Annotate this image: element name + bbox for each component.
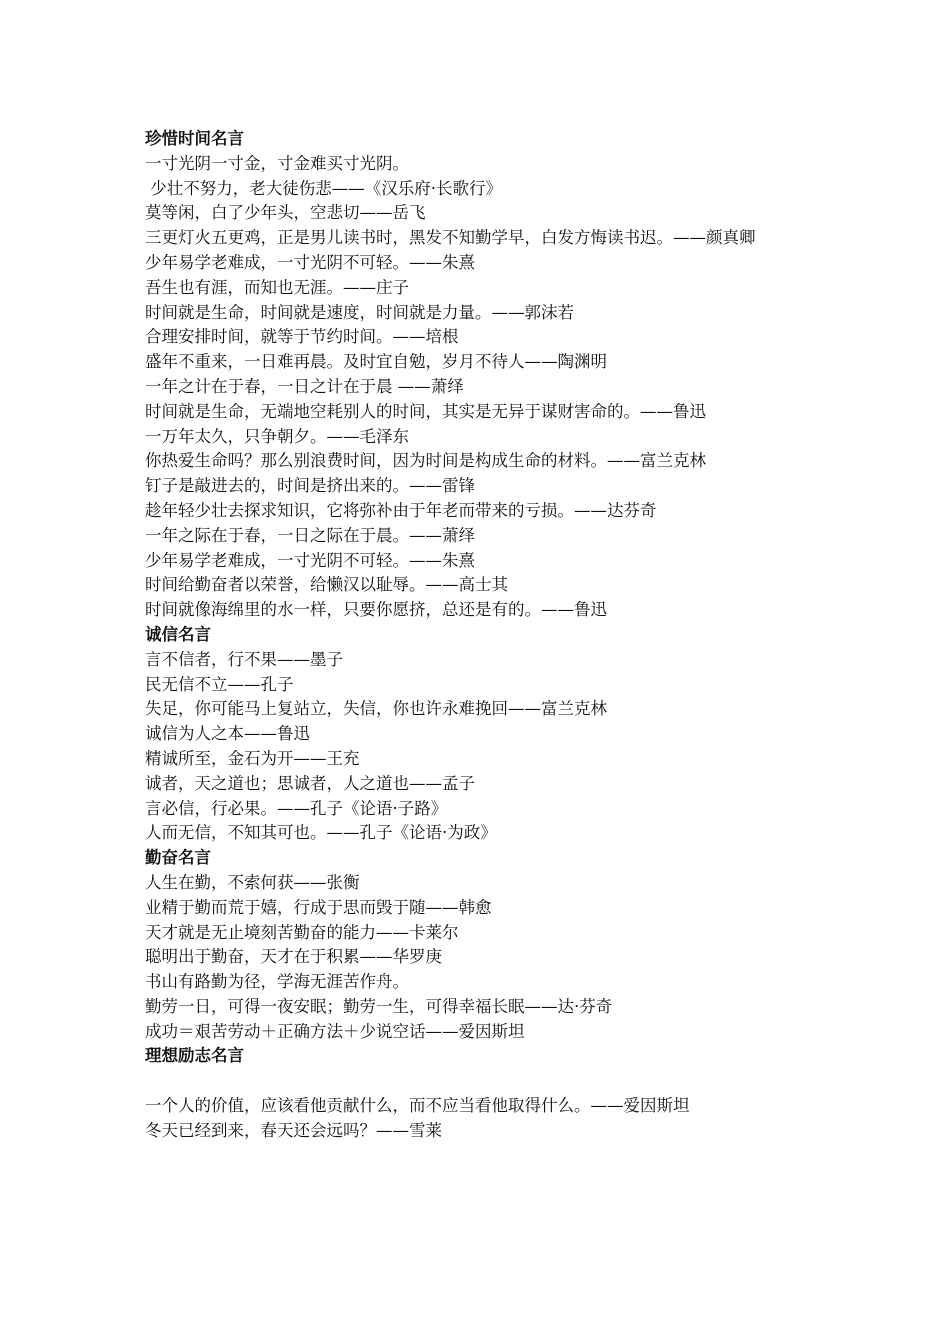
quote-line: 诚信为人之本——鲁迅 (145, 724, 310, 744)
quote-line: 天才就是无止境刻苦勤奋的能力——卡莱尔 (145, 922, 459, 942)
quote-line: 言必信，行必果。——孔子《论语·子路》 (145, 798, 448, 818)
quote-line: 失足，你可能马上复站立，失信，你也许永难挽回——富兰克林 (145, 699, 607, 719)
quote-line: 钉子是敲进去的，时间是挤出来的。——雷锋 (145, 476, 475, 496)
quote-line: 你热爱生命吗？那么别浪费时间，因为时间是构成生命的材料。——富兰克林 (145, 451, 706, 471)
quote-line: 莫等闲，白了少年头，空悲切——岳飞 (145, 203, 426, 223)
quote-line: 言不信者，行不果——墨子 (145, 649, 343, 669)
quote-line: 趁年轻少壮去探求知识，它将弥补由于年老而带来的亏损。——达芬奇 (145, 500, 657, 520)
quote-line: 少年易学老难成，一寸光阴不可轻。——朱熹 (145, 252, 475, 272)
quote-line: 少年易学老难成，一寸光阴不可轻。——朱熹 (145, 550, 475, 570)
section-diligence (145, 846, 795, 1044)
quote-line: 时间就像海绵里的水一样，只要你愿挤，总还是有的。——鲁迅 (145, 600, 607, 620)
section-title: 理想励志名言 (145, 1046, 244, 1066)
quote-line: 一寸光阴一寸金，寸金难买寸光阴。 (145, 153, 409, 173)
quote-line: 盛年不重来，一日难再晨。及时宜自勉，岁月不待人——陶渊明 (145, 352, 607, 372)
quote-line: 吾生也有涯，而知也无涯。——庄子 (145, 277, 409, 297)
section-integrity (145, 623, 795, 846)
quote-line: 成功＝艰苦劳动＋正确方法＋少说空话——爱因斯坦 (145, 1021, 525, 1041)
quote-line: 聪明出于勤奋，天才在于积累——华罗庚 (145, 947, 442, 967)
quote-line: 人而无信，不知其可也。——孔子《论语·为政》 (145, 823, 497, 843)
quote-line: 三更灯火五更鸡，正是男儿读书时，黑发不知勤学早，白发方悔读书迟。——颜真卿 (145, 228, 756, 248)
quote-line: 业精于勤而荒于嬉，行成于思而毁于随——韩愈 (145, 897, 492, 917)
quote-line: 一万年太久，只争朝夕。——毛泽东 (145, 426, 409, 446)
quote-line: 一年之际在于春，一日之际在于晨。——萧绎 (145, 525, 475, 545)
section-title: 珍惜时间名言 (145, 129, 244, 148)
quote-line: 时间就是生命，时间就是速度，时间就是力量。——郭沫若 (145, 302, 574, 322)
quote-line: 一个人的价值，应该看他贡献什么，而不应当看他取得什么。——爱因斯坦 (145, 1096, 690, 1116)
quote-line: 冬天已经到来，春天还会远吗？——雪莱 (145, 1120, 442, 1140)
quote-line: 时间就是生命，无端地空耗别人的时间，其实是无异于谋财害命的。——鲁迅 (145, 401, 706, 421)
quote-line: 勤劳一日，可得一夜安眠；勤劳一生，可得幸福长眠——达·芬奇 (145, 996, 613, 1016)
section-time (145, 127, 795, 623)
quote-line: 人生在勤，不索何获——张衡 (145, 872, 360, 892)
document-page (145, 127, 795, 1144)
blank-line (145, 1069, 795, 1094)
quote-line: 诚者，天之道也；思诚者，人之道也——孟子 (145, 773, 475, 793)
section-title: 勤奋名言 (145, 848, 211, 868)
quote-line: 书山有路勤为径，学海无涯苦作舟。 (145, 972, 409, 992)
quote-line: 时间给勤奋者以荣誉，给懒汉以耻辱。——高士其 (145, 575, 508, 595)
quote-line: 一年之计在于春，一日之计在于晨 ——萧绎 (145, 376, 464, 396)
quote-line: 精诚所至，金石为开——王充 (145, 748, 360, 768)
quote-line: 少壮不努力，老大徒伤悲——《汉乐府·长歌行》 (145, 178, 502, 198)
quote-line: 合理安排时间，就等于节约时间。——培根 (145, 327, 459, 347)
section-title: 诚信名言 (145, 624, 211, 644)
quote-line: 民无信不立——孔子 (145, 674, 294, 694)
section-ideals (145, 1044, 795, 1143)
